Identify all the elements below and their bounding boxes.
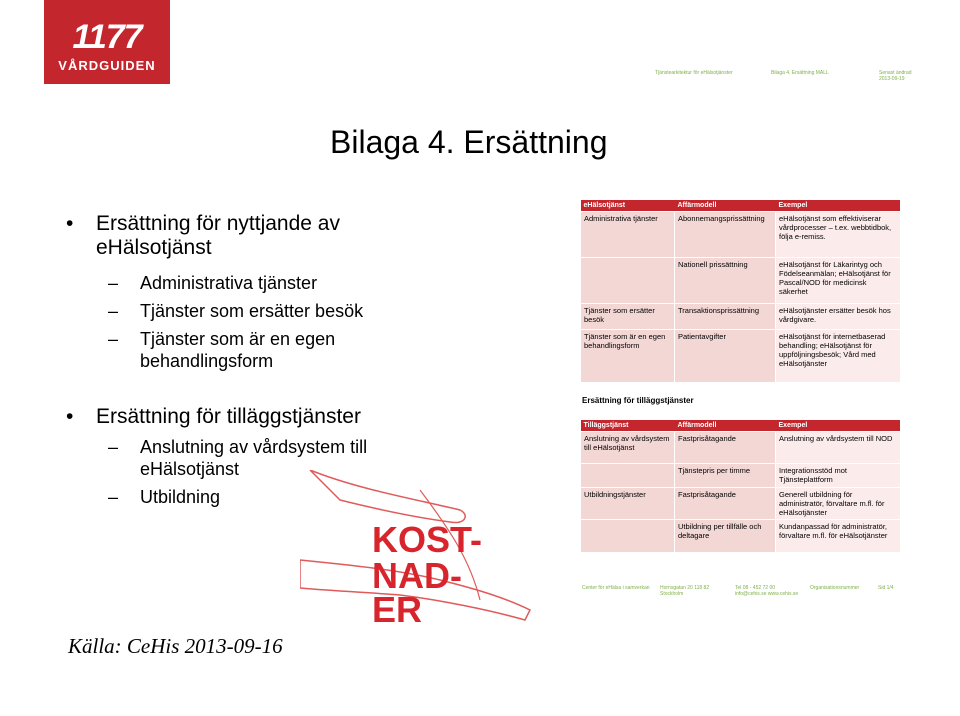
- bullet-dot: •: [66, 212, 74, 235]
- logo-name: VÅRDGUIDEN: [58, 58, 156, 73]
- table-header-row: Tilläggstjänst Affärmodell Exempel: [581, 420, 901, 432]
- doc-footer-5: Sid 1/4: [878, 585, 894, 591]
- table-row: Tjänster som ersätter besök Transaktionsprissättning eHälsotjänster ersätter besök hos vårdgivare.: [581, 304, 901, 330]
- logo-number: 1177: [72, 18, 142, 56]
- table2-caption: Ersättning för tilläggstjänster: [582, 396, 694, 405]
- bullet-2-text: Ersättning för tilläggstjänster: [96, 405, 361, 428]
- doc-header-mid: Bilaga 4. Ersättning MALL: [771, 70, 829, 76]
- table-row: Nationell prissättning eHälsotjänst för Läkarintyg och Födelseanmälan; eHälsotjänst för Pascal/NOD för medicinsk säkerhet: [581, 258, 901, 304]
- vardguiden-logo[interactable]: [44, 0, 170, 84]
- subitem-2-2: – Utbildning: [108, 487, 221, 507]
- doc-footer-3: Tel 08 - 452 72 00 info@cehis.se www.cehis.se: [735, 585, 799, 597]
- table-row: Anslutning av vårdsystem till eHälsotjänst Fastprisåtagande Anslutning av vårdsystem till NOD: [581, 432, 901, 464]
- table-ehalsotjanst: [580, 200, 900, 382]
- artwork-line-2: NAD-: [372, 555, 462, 596]
- table-row: Tjänstepris per timme Integrationsstöd mot Tjänsteplattform: [581, 464, 901, 488]
- source-citation: Källa: CeHis 2013-09-16: [68, 634, 283, 658]
- artwork-line-1: KOST-: [372, 519, 483, 560]
- bullet-dot: •: [66, 405, 74, 428]
- doc-footer-2: Hornsgatan 20 118 82 Stockholm: [660, 585, 710, 597]
- subitem-1-2: – Tjänster som ersätter besök: [108, 301, 364, 321]
- hands-artwork: [300, 470, 570, 640]
- subitem-2-1: – Anslutning av vårdsystem till eHälsotjänst: [108, 437, 368, 479]
- doc-footer-1: Center för eHälsa i samverkan: [582, 585, 650, 591]
- table-header-row: eHälsotjänst Affärmodell Exempel: [581, 200, 901, 212]
- bullet-1-text: Ersättning för nyttjande av eHälsotjänst: [96, 212, 340, 259]
- table-row: Administrativa tjänster Abonnemangsprissättning eHälsotjänst som effektiviserar vårdprocesser – t.ex. webbtidbok, följa e-remiss.: [581, 212, 901, 258]
- slide-title: Bilaga 4. Ersättning: [330, 124, 608, 160]
- artwork-line-3: ER: [372, 589, 423, 630]
- bullet-1: [66, 212, 426, 260]
- table-tillaggstjanster: [580, 420, 900, 552]
- doc-header-right: Senast ändrad 2013-09-19: [879, 70, 912, 82]
- subitem-1-1: – Administrativa tjänster: [108, 273, 318, 293]
- doc-footer-4: Organisationsnummer: [810, 585, 860, 591]
- table-row: Utbildning per tillfälle och deltagare Kundanpassad för administratör, förvaltare m.fl. för eHälsotjänster: [581, 520, 901, 552]
- bullet-2: [66, 405, 456, 429]
- doc-header-left: Tjänstearkitektur för eHälsotjänster: [655, 70, 733, 76]
- subitem-1-3: – Tjänster som är en egen behandlingsform: [108, 329, 336, 371]
- table-row: Utbildningstjänster Fastprisåtagande Generell utbildning för administratör, förvaltare m.fl. för eHälsotjänster: [581, 488, 901, 520]
- table-row: Tjänster som är en egen behandlingsform Patientavgifter eHälsotjänst för internetbaserad behandling; eHälsotjänst för uppföljningsbesök; Vård med eHälsotjänster: [581, 330, 901, 382]
